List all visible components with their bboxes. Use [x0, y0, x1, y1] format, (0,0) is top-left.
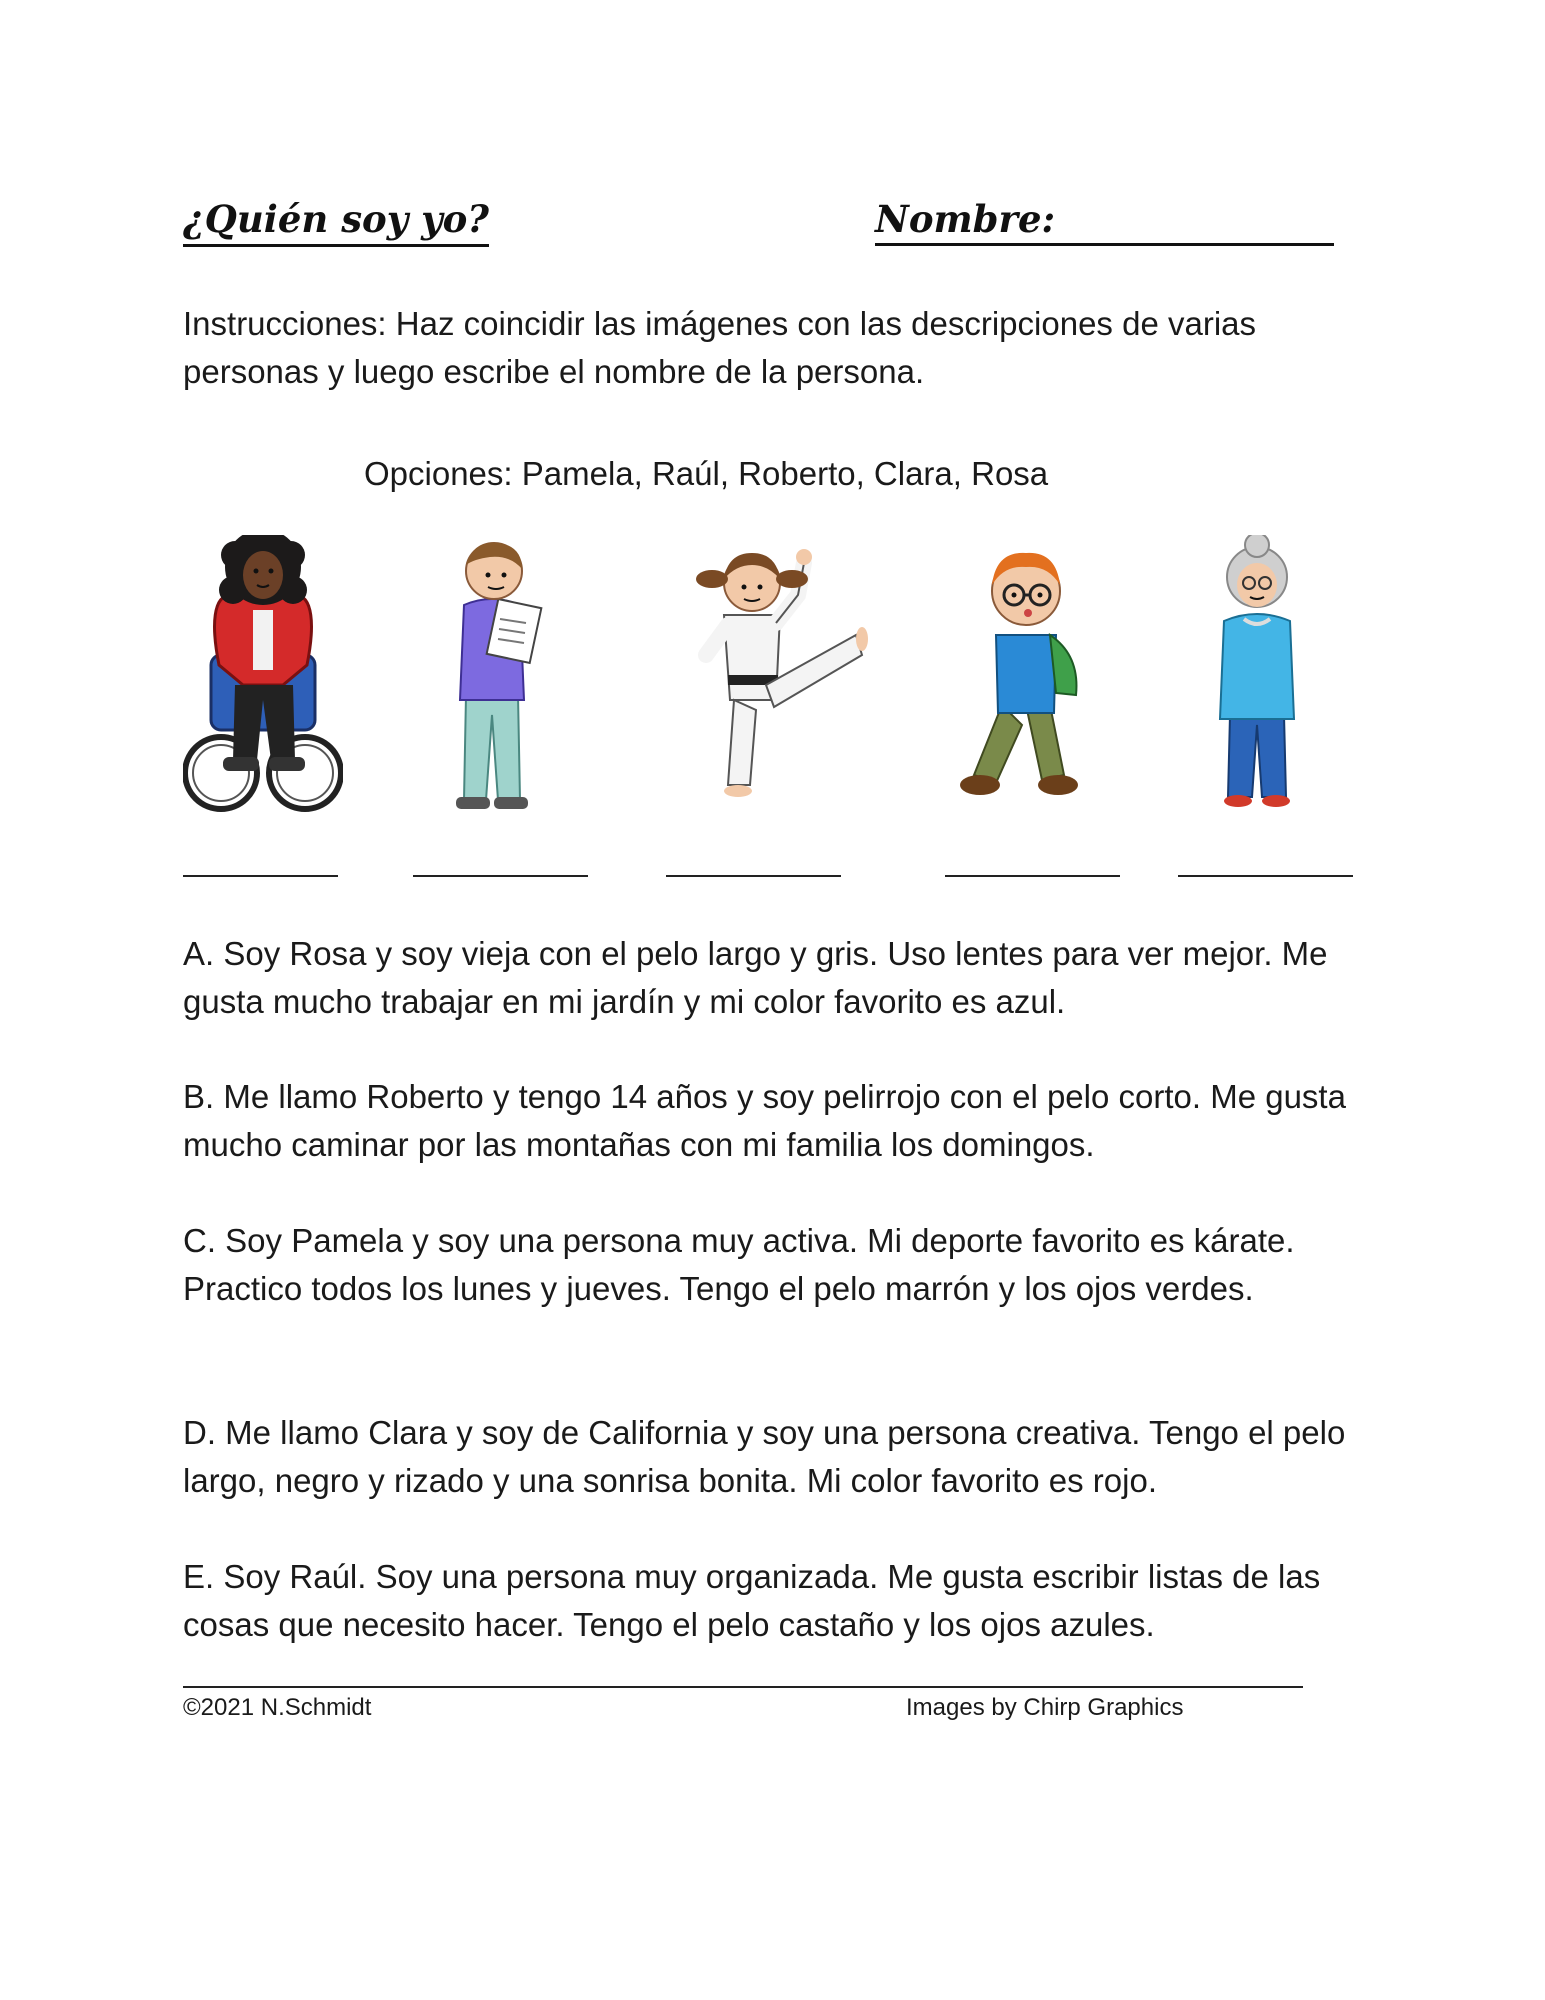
- answer-blank-2[interactable]: [413, 875, 588, 877]
- instructions: Instrucciones: Haz coincidir las imágenes con las descripciones de varias personas y luego escribe el nombre de la persona.: [183, 305, 1256, 390]
- options-list: Opciones: Pamela, Raúl, Roberto, Clara, Rosa: [364, 455, 1049, 492]
- description-b: B. Me llamo Roberto y tengo 14 años y soy pelirrojo con el pelo corto. Me gusta mucho caminar por las montañas con mi familia los domingos.: [183, 1078, 1346, 1163]
- boy-walking-glasses-icon: [952, 535, 1102, 815]
- grandmother-glasses-icon: [1212, 535, 1302, 815]
- footer-rule: [183, 1686, 1303, 1688]
- answer-blank-4[interactable]: [945, 875, 1120, 877]
- answer-blank-3[interactable]: [666, 875, 841, 877]
- image-credit: Images by Chirp Graphics: [906, 1694, 1184, 1721]
- girl-karate-kick-icon: [648, 535, 878, 815]
- name-line: [875, 243, 1334, 246]
- answer-blank-5[interactable]: [1178, 875, 1353, 877]
- description-d: D. Me llamo Clara y soy de California y soy una persona creativa. Tengo el pelo largo, negro y rizado y una sonrisa bonita. Mi color favorito es rojo.: [183, 1414, 1346, 1499]
- description-e: E. Soy Raúl. Soy una persona muy organizada. Me gusta escribir listas de las cosas que necesito hacer. Tengo el pelo castaño y los ojos azules.: [183, 1558, 1321, 1643]
- name-label: Nombre:: [875, 197, 1056, 241]
- person-in-wheelchair-icon: [183, 535, 343, 815]
- description-a: A. Soy Rosa y soy vieja con el pelo largo y gris. Uso lentes para ver mejor. Me gusta mucho trabajar en mi jardín y mi color favorito es azul.: [183, 935, 1328, 1020]
- copyright: ©2021 N.Schmidt: [183, 1694, 372, 1721]
- boy-writing-list-icon: [430, 535, 560, 815]
- description-c: C. Soy Pamela y soy una persona muy activa. Mi deporte favorito es kárate. Practico todos los lunes y jueves. Tengo el pelo marrón y los ojos verdes.: [183, 1222, 1295, 1307]
- worksheet-title: ¿Quién soy yo?: [183, 196, 489, 247]
- answer-blank-1[interactable]: [183, 875, 338, 877]
